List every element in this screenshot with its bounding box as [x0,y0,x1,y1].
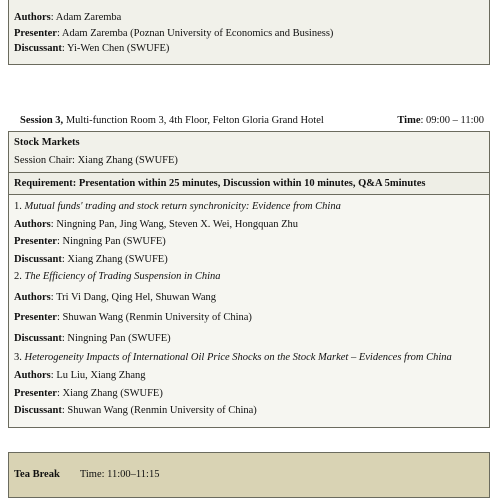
paper-2-discussant-row: Discussant: Ningning Pan (SWUFE) [14,332,171,344]
paper-2-title: The Efficiency of Trading Suspension in China [24,271,221,282]
prev-discussant: Yi-Wen Chen (SWUFE) [67,43,170,54]
prev-presenter: Adam Zaremba (Poznan University of Economics and Business) [61,27,334,39]
session-title: Stock Markets [14,137,80,148]
tea-break-time: Time: 11:00–11:15 [79,469,160,480]
session-title-row [9,134,489,152]
paper-2-presenter: Shuwan Wang (Renmin University of China) [62,312,252,323]
paper-1-presenter: Ningning Pan (SWUFE) [62,236,166,247]
previous-session-box [8,0,490,65]
paper-1-title: Mutual funds' trading and stock return synchronicity: Evidence from China [24,201,341,212]
paper-3-title: Heterogeneity Impacts of International Oil Price Shocks on the Stock Market – Evidences from China [24,352,452,363]
tea-break-row [9,468,489,482]
paper-2-discussant: Ningning Pan (SWUFE) [67,332,171,344]
prev-presenter-row: Presenter: Adam Zaremba (Poznan University of Economics and Business) [14,27,334,39]
paper-1-authors-row: Authors: Ningning Pan, Jing Wang, Steven X. Wei, Hongquan Zhu [14,218,299,230]
discussant-label: Discussant [14,43,62,54]
session-title-box [8,131,490,173]
paper-3-authors: Lu Liu, Xiang Zhang [56,370,146,381]
session-chair: Session Chair: Xiang Zhang (SWUFE) [14,155,178,166]
paper-3-title-row: 3. Heterogeneity Impacts of International Oil Price Shocks on the Stock Market – Evidences from China [14,352,452,363]
paper-3-discussant: Shuwan Wang (Renmin University of China) [67,405,257,416]
session-label: Session 3, [20,115,64,126]
session-heading [20,114,490,128]
presenter-label: Presenter [14,27,57,39]
paper-2-authors: Tri Vi Dang, Qing Hel, Shuwan Wang [56,291,217,303]
session-papers-box [8,172,490,428]
paper-1-discussant-row: Discussant: Xiang Zhang (SWUFE) [14,253,168,265]
paper-2-authors-row: Authors: Tri Vi Dang, Qing Hel, Shuwan Wang [14,291,217,303]
prev-discussant-row: Discussant: Yi-Wen Chen (SWUFE) [14,43,170,54]
paper-1-title-row: 1. Mutual funds' trading and stock return synchronicity: Evidence from China [14,201,341,212]
paper-3-presenter: Xiang Zhang (SWUFE) [62,387,163,399]
paper-3-authors-row: Authors: Lu Liu, Xiang Zhang [14,370,146,381]
paper-1-authors: Ningning Pan, Jing Wang, Steven X. Wei, Hongquan Zhu [56,218,299,230]
tea-break-label: Tea Break [14,469,60,480]
session-location: Multi-function Room 3, 4th Floor, Felton Gloria Grand Hotel [65,115,324,126]
authors-label: Authors [14,12,51,23]
paper-1-presenter-row: Presenter: Ningning Pan (SWUFE) [14,236,166,247]
paper-2-presenter-row: Presenter: Shuwan Wang (Renmin University of China) [14,312,252,323]
prev-authors: Adam Zaremba [55,12,122,23]
paper-3-discussant-row: Discussant: Shuwan Wang (Renmin University of China) [14,405,257,416]
prev-authors-row: Authors: Adam Zaremba [14,12,122,23]
session-time: Time: 09:00 – 11:00 [397,115,484,126]
paper-2-title-row: 2. The Efficiency of Trading Suspension in China [14,271,221,282]
requirement-text: Requirement: Presentation within 25 minutes, Discussion within 10 minutes, Q&A 5minutes [9,173,489,195]
tea-break-box [8,452,490,498]
paper-3-presenter-row: Presenter: Xiang Zhang (SWUFE) [14,387,163,399]
paper-1-discussant: Xiang Zhang (SWUFE) [67,253,168,265]
